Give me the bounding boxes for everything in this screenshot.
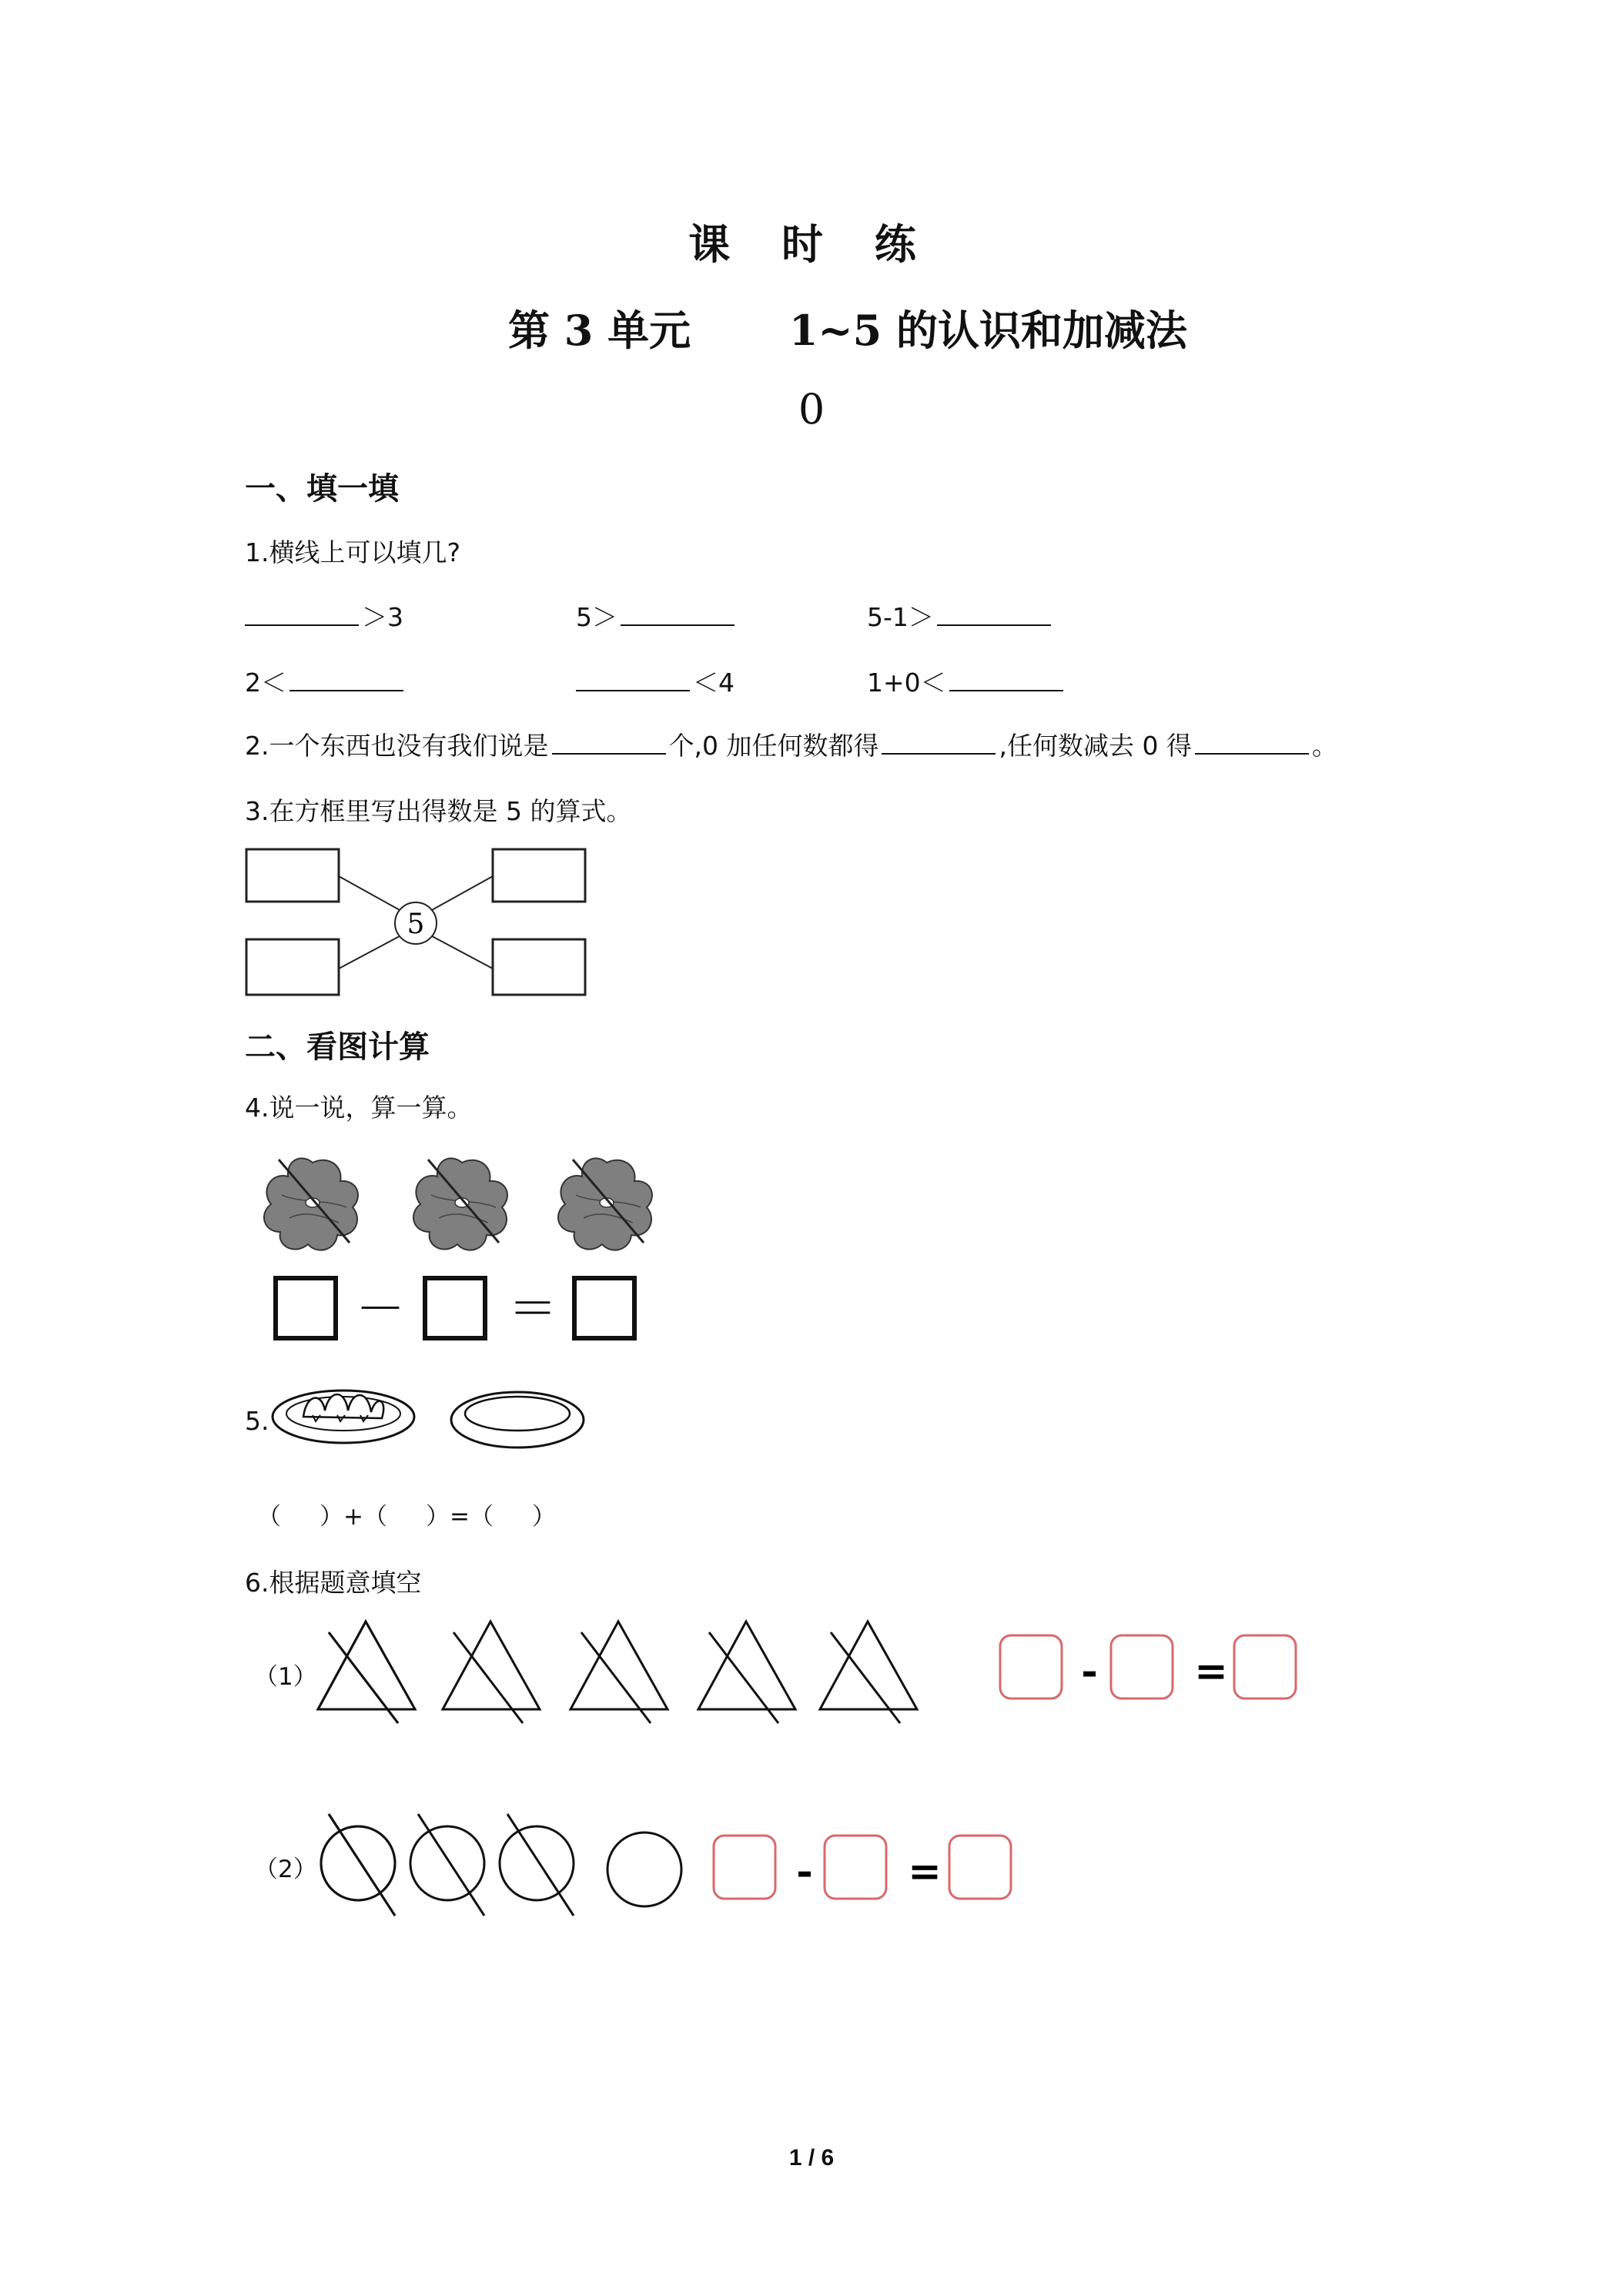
answer-box-red[interactable] — [1111, 1635, 1173, 1699]
crossed-flower — [413, 1158, 507, 1250]
equals-sign: = — [908, 1848, 942, 1895]
q1-prompt: 1.横线上可以填几? — [245, 537, 461, 567]
crossed-flower — [558, 1158, 652, 1250]
answer-box-red[interactable] — [825, 1836, 886, 1899]
q6-part2-label: （2） — [254, 1856, 317, 1883]
answer-square-1[interactable] — [276, 1278, 336, 1338]
answer-box-red[interactable] — [714, 1836, 775, 1899]
answer-blank[interactable] — [552, 730, 666, 755]
q5-label: 5. — [245, 1406, 269, 1436]
q1-item-2: 5＞ — [576, 597, 738, 634]
page-number: 1 / 6 — [788, 2145, 835, 2170]
lesson-title: 0 — [798, 385, 825, 433]
center-number: 5 — [407, 909, 425, 940]
answer-box-top-right[interactable] — [493, 849, 585, 902]
minus-sign: － — [356, 1281, 405, 1338]
q6-prompt: 6.根据题意填空 — [245, 1568, 422, 1598]
q5-expression: （ ）+（ ）=（ ） — [257, 1503, 556, 1531]
crossed-triangle — [820, 1622, 917, 1723]
answer-blank[interactable] — [882, 730, 996, 755]
crossed-triangle — [443, 1622, 540, 1723]
minus-sign: - — [1081, 1648, 1098, 1695]
answer-box-red[interactable] — [949, 1836, 1011, 1899]
section-heading-1: 一、填一填 — [245, 471, 399, 507]
answer-box-red[interactable] — [1000, 1635, 1062, 1699]
answer-box-bottom-left[interactable] — [246, 939, 339, 995]
q6-part1-label: （1） — [254, 1663, 317, 1691]
unit-title — [508, 298, 1187, 357]
q1-item-5: ＜4 — [576, 663, 735, 699]
q1-item-6: 1+0＜ — [867, 663, 1066, 699]
answer-blank[interactable] — [949, 667, 1063, 691]
crossed-circle — [321, 1814, 395, 1916]
equals-sign: = — [1194, 1648, 1228, 1695]
answer-box-top-left[interactable] — [246, 849, 339, 902]
answer-blank[interactable] — [289, 667, 403, 691]
answer-square-3[interactable] — [574, 1278, 634, 1338]
answer-blank[interactable] — [576, 667, 690, 691]
q1-item-3: 5-1＞ — [867, 597, 1054, 634]
q3-prompt: 3.在方框里写出得数是 5 的算式。 — [245, 796, 632, 826]
plate-with-food — [273, 1391, 414, 1443]
doc-title: 课 时 练 — [688, 219, 935, 269]
q4-picture — [245, 1143, 668, 1350]
equals-sign: ＝ — [508, 1281, 557, 1338]
q3-diagram — [245, 845, 591, 999]
crossed-triangle — [318, 1622, 415, 1723]
crossed-circle — [410, 1814, 484, 1916]
unit-number: 第 3 单元 — [508, 306, 691, 355]
plain-circle — [607, 1832, 681, 1906]
q1-item-4: 2＜ — [245, 663, 407, 699]
answer-blank[interactable] — [621, 601, 735, 626]
answer-blank[interactable] — [937, 601, 1051, 626]
crossed-triangle — [571, 1622, 668, 1723]
crossed-triangle — [698, 1622, 795, 1723]
q6-part2-figure — [312, 1802, 1028, 1925]
answer-square-2[interactable] — [425, 1278, 485, 1338]
answer-blank[interactable] — [245, 601, 359, 626]
minus-sign: - — [796, 1848, 813, 1895]
crossed-flower — [264, 1158, 358, 1250]
answer-box-bottom-right[interactable] — [493, 939, 585, 995]
unit-topic: 1~5 的认识和加减法 — [788, 306, 1188, 355]
section-heading-2: 二、看图计算 — [245, 1029, 430, 1065]
q4-prompt: 4.说一说，算一算。 — [245, 1093, 473, 1123]
q1-item-1: ＞3 — [245, 597, 403, 634]
empty-plate — [451, 1392, 584, 1448]
q5-plates — [266, 1372, 605, 1464]
answer-box-red[interactable] — [1234, 1635, 1296, 1699]
q6-part1-figure — [312, 1614, 1313, 1729]
answer-blank[interactable] — [1195, 730, 1309, 755]
q2-sentence: 2.一个东西也没有我们说是 个,0 加任何数都得 ,任何数减去 0 得 。 — [245, 731, 1337, 761]
crossed-circle — [500, 1814, 574, 1916]
